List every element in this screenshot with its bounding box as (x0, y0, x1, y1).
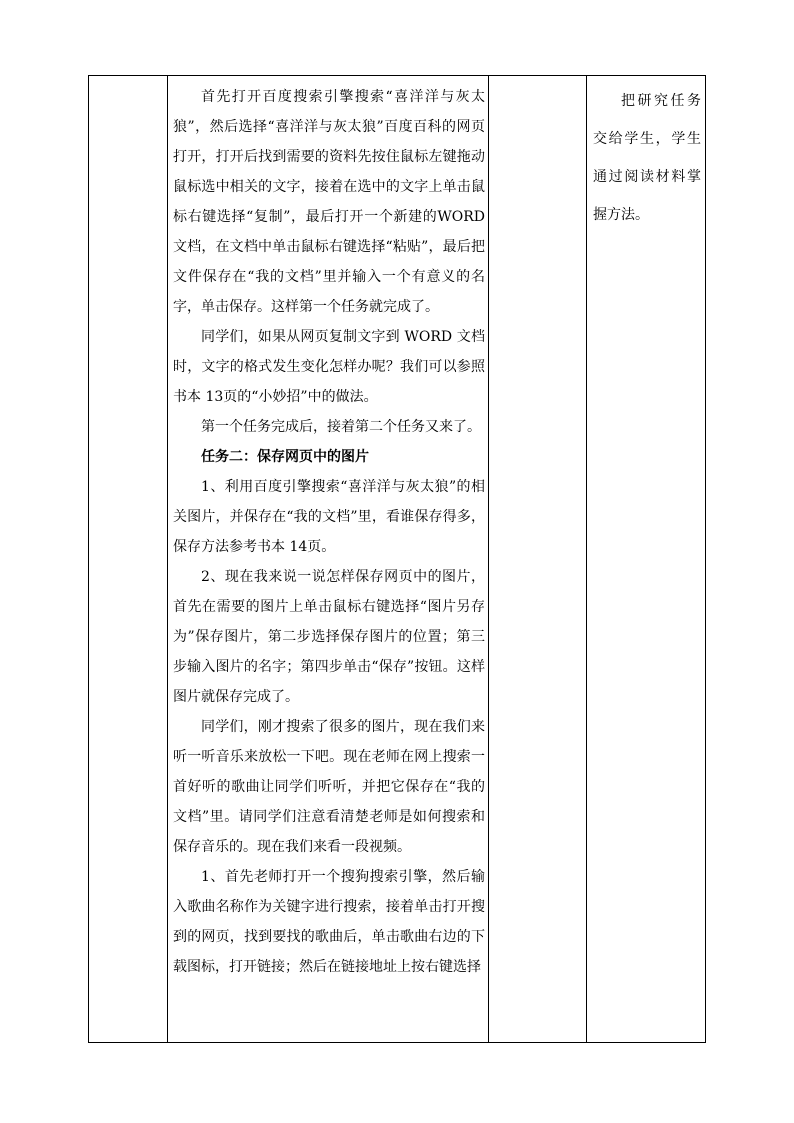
teaching-process-cell (173, 82, 485, 982)
column-divider (167, 76, 168, 1042)
side-note: 把研究任务交给学生，学生通过阅读材料掌握方法。 (593, 93, 701, 223)
paragraph: 2、现在我来说一说怎样保存网页中的图片，首先在需要的图片上单击鼠标右键选择“图片另存为”保存图片，第二步选择保存图片的位置；第三步输入图片的名字；第四步单击“保存”按钮。这样图片就保存完成了。 (173, 569, 485, 705)
design-intent-cell (593, 82, 701, 234)
paragraph: 同学们，刚才搜索了很多的图片，现在我们来听一听音乐来放松一下吧。现在老师在网上搜索一首好听的歌曲让同学们听听，并把它保存在“我的文档”里。请同学们注意看清楚老师是如何搜索和保存音乐的。现在我们来看一段视频。 (173, 719, 485, 855)
paragraph: 首先打开百度搜索引擎搜索“喜洋洋与灰太狼”，然后选择“喜洋洋与灰太狼”百度百科的网页打开，打开后找到需要的资料先按住鼠标左键拖动鼠标选中相关的文字，接着在选中的文字上单击鼠标右键选择“复制”，最后打开一个新建的WORD 文档，在文档中单击鼠标右键选择“粘贴”，最后把文件保存在“我的文档”里并输入一个有意义的名字，单击保存。这样第一个任务就完成了。 (173, 89, 485, 315)
paragraph: 同学们，如果从网页复制文字到 WORD 文档时，文字的格式发生变化怎样办呢？我们可以参照书本 13页的“小妙招”中的做法。 (173, 329, 485, 405)
paragraph: 1、首先老师打开一个搜狗搜索引擎，然后输入歌曲名称作为关键字进行搜索，接着单击打开搜到的网页，找到要找的歌曲后，单击歌曲右边的下载图标，打开链接；然后在链接地址上按右键选择 (173, 869, 485, 975)
column-divider (488, 76, 489, 1042)
column-divider (586, 76, 587, 1042)
paragraph: 1、利用百度引擎搜索“喜洋洋与灰太狼”的相关图片，并保存在“我的文档”里，看谁保存得多，保存方法参考书本 14页。 (173, 479, 485, 555)
paragraph: 第一个任务完成后，接着第二个任务又来了。 (201, 419, 481, 435)
lesson-table (88, 75, 706, 1043)
task-heading: 任务二：保存网页中的图片 (201, 449, 369, 465)
